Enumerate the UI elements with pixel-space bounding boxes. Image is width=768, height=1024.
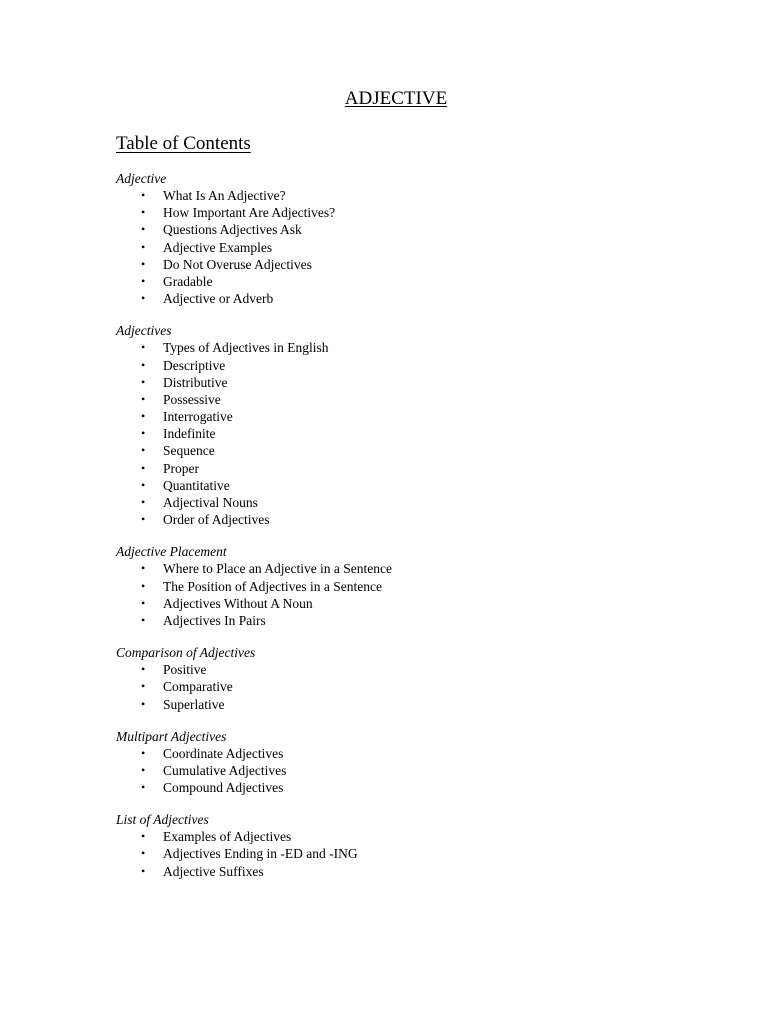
toc-list-item xyxy=(116,339,676,356)
toc-item-label: Examples of Adjectives xyxy=(163,829,292,845)
toc-list-item xyxy=(116,828,676,845)
toc-item-label: Adjectives Ending in -ED and -ING xyxy=(163,846,358,862)
section-item-list xyxy=(116,339,676,528)
toc-item-label: Questions Adjectives Ask xyxy=(163,222,302,238)
toc-list-item xyxy=(116,273,676,290)
bullet-icon: • xyxy=(141,340,146,355)
bullet-icon: • xyxy=(141,426,146,441)
bullet-icon: • xyxy=(141,829,146,844)
toc-item-label: Sequence xyxy=(163,443,215,459)
toc-list-item xyxy=(116,290,676,307)
bullet-icon: • xyxy=(141,374,146,389)
bullet-icon: • xyxy=(141,357,146,372)
toc-list-item xyxy=(116,612,676,629)
bullet-icon: • xyxy=(141,662,146,677)
toc-list-item xyxy=(116,595,676,612)
toc-list-item xyxy=(116,221,676,238)
toc-item-label: Quantitative xyxy=(163,477,230,493)
toc-heading: Table of Contents xyxy=(116,133,251,154)
toc-item-label: Adjectives Without A Noun xyxy=(163,595,313,611)
bullet-icon: • xyxy=(141,273,146,288)
toc-item-label: Comparative xyxy=(163,679,233,695)
toc-list-item xyxy=(116,511,676,528)
toc-list-item xyxy=(116,357,676,374)
bullet-icon: • xyxy=(141,612,146,627)
bullet-icon: • xyxy=(141,222,146,237)
bullet-icon: • xyxy=(141,256,146,271)
toc-item-label: Adjective or Adverb xyxy=(163,291,274,307)
bullet-icon: • xyxy=(141,578,146,593)
toc-item-label: Cumulative Adjectives xyxy=(163,762,287,778)
bullet-icon: • xyxy=(141,679,146,694)
bullet-icon: • xyxy=(141,205,146,220)
section-title: Adjective Placement xyxy=(116,544,227,560)
toc-item-label: Adjective Examples xyxy=(163,239,273,255)
toc-item-label: What Is An Adjective? xyxy=(163,188,286,203)
section-title: Adjectives xyxy=(116,323,172,339)
toc-section xyxy=(116,728,676,797)
toc-list-item xyxy=(116,845,676,862)
toc-item-label: Do Not Overuse Adjectives xyxy=(163,256,312,272)
toc-list-item xyxy=(116,239,676,256)
toc-item-label: Possessive xyxy=(163,391,221,407)
toc-list-item xyxy=(116,187,676,204)
toc-list-item xyxy=(116,408,676,425)
toc-section xyxy=(116,543,676,629)
toc-list-item xyxy=(116,460,676,477)
toc-list-item xyxy=(116,256,676,273)
bullet-icon: • xyxy=(141,780,146,795)
toc-list-item xyxy=(116,678,676,695)
section-title: List of Adjectives xyxy=(116,812,209,828)
toc-list-item xyxy=(116,779,676,796)
toc-item-label: Proper xyxy=(163,460,199,476)
section-item-list xyxy=(116,828,676,880)
bullet-icon: • xyxy=(141,561,146,576)
bullet-icon: • xyxy=(141,239,146,254)
bullet-icon: • xyxy=(141,696,146,711)
bullet-icon: • xyxy=(141,443,146,458)
section-title: Comparison of Adjectives xyxy=(116,645,256,661)
bullet-icon: • xyxy=(141,863,146,878)
toc-section xyxy=(116,644,676,713)
toc-item-label: Positive xyxy=(163,662,207,678)
toc-item-label: Where to Place an Adjective in a Sentence xyxy=(163,561,393,577)
toc-section xyxy=(116,811,676,880)
toc-section xyxy=(116,170,676,307)
toc-item-label: Coordinate Adjectives xyxy=(163,745,284,761)
toc-list-item xyxy=(116,391,676,408)
bullet-icon: • xyxy=(141,595,146,610)
toc-item-label: Adjectives In Pairs xyxy=(163,612,266,628)
toc-item-label: Superlative xyxy=(163,696,225,712)
toc-section xyxy=(116,322,676,528)
bullet-icon: • xyxy=(141,460,146,475)
toc-list-item xyxy=(116,374,676,391)
section-item-list xyxy=(116,661,676,713)
document-title: ADJECTIVE xyxy=(344,88,448,109)
bullet-icon: • xyxy=(141,495,146,509)
toc-list-item xyxy=(116,560,676,577)
toc-item-label: Adjective Suffixes xyxy=(163,863,264,879)
toc-item-label: Compound Adjectives xyxy=(163,780,284,796)
toc-list-item xyxy=(116,204,676,221)
toc-list-item xyxy=(116,578,676,595)
bullet-icon: • xyxy=(141,745,146,760)
toc-list-item xyxy=(116,425,676,442)
toc-item-label: Types of Adjectives in English xyxy=(163,340,329,356)
table-of-contents xyxy=(116,170,676,895)
section-item-list xyxy=(116,560,676,629)
toc-item-label: Order of Adjectives xyxy=(163,512,270,528)
bullet-icon: • xyxy=(141,512,146,527)
toc-item-label: How Important Are Adjectives? xyxy=(163,205,336,221)
toc-list-item xyxy=(116,762,676,779)
section-item-list xyxy=(116,745,676,797)
toc-list-item xyxy=(116,477,676,494)
toc-list-item xyxy=(116,696,676,713)
section-title: Adjective xyxy=(116,171,167,186)
toc-list-item xyxy=(116,494,676,511)
toc-list-item xyxy=(116,863,676,880)
toc-item-label: Descriptive xyxy=(163,357,226,373)
toc-item-label: Interrogative xyxy=(163,409,233,425)
bullet-icon: • xyxy=(141,409,146,424)
section-title: Multipart Adjectives xyxy=(116,728,227,744)
toc-list-item xyxy=(116,442,676,459)
toc-item-label: The Position of Adjectives in a Sentence xyxy=(163,578,382,594)
toc-item-label: Adjectival Nouns xyxy=(163,495,258,510)
toc-item-label: Gradable xyxy=(163,273,213,289)
toc-list-item xyxy=(116,661,676,678)
toc-item-label: Indefinite xyxy=(163,426,216,442)
toc-item-label: Distributive xyxy=(163,374,228,390)
bullet-icon: • xyxy=(141,291,146,306)
section-item-list xyxy=(116,187,676,307)
bullet-icon: • xyxy=(141,762,146,777)
bullet-icon: • xyxy=(141,477,146,492)
bullet-icon: • xyxy=(141,846,146,861)
toc-list-item xyxy=(116,745,676,762)
bullet-icon: • xyxy=(141,391,146,406)
bullet-icon: • xyxy=(141,188,146,202)
